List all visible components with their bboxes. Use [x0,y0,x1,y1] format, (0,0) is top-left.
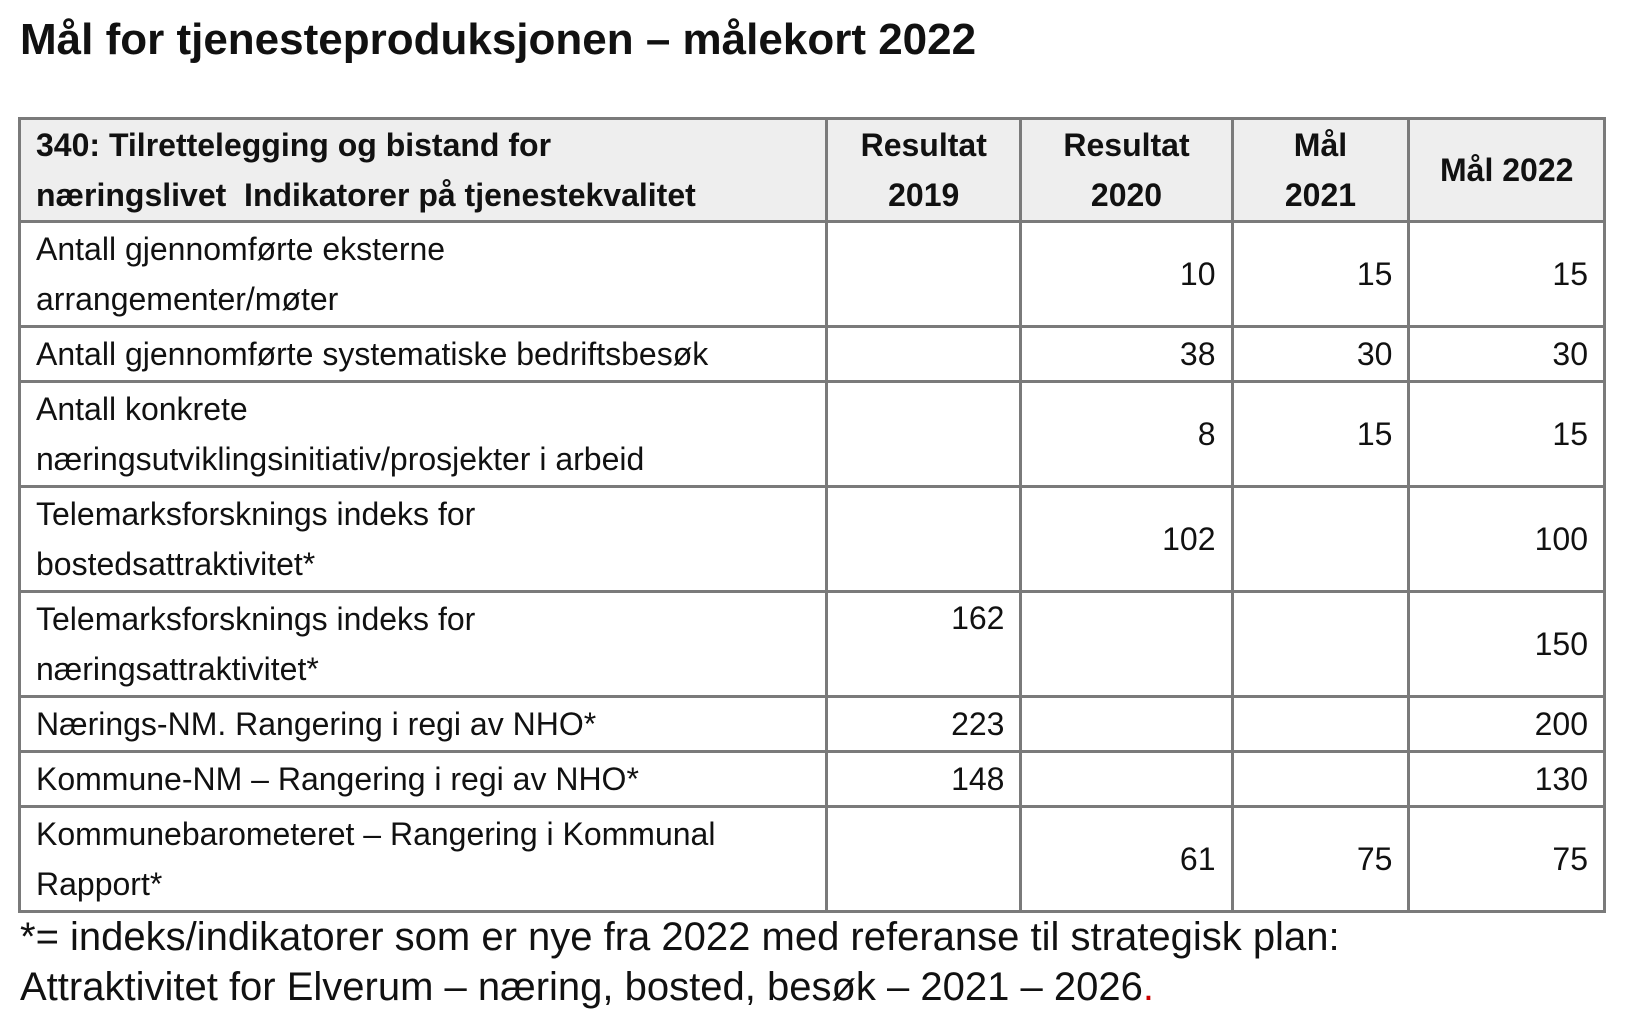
scorecard-table [18,117,1606,913]
row-label [20,807,827,912]
table-row [20,327,1605,382]
row-label [20,487,827,592]
cell-goal-2022: 130 [1409,752,1605,807]
header-result-2020-line1: Resultat [1063,127,1190,163]
cell-result-2020 [1021,752,1232,807]
cell-result-2020 [1021,697,1232,752]
page-title: Mål for tjenesteproduksjonen – målekort 2022 [20,15,977,64]
cell-goal-2021: 30 [1232,327,1409,382]
cell-goal-2022: 15 [1409,222,1605,327]
cell-result-2020: 102 [1021,487,1232,592]
row-label-line1: Telemarksforsknings indeks for [36,601,476,637]
row-label-line2: næringsutviklingsinitiativ/prosjekter i arbeid [36,441,645,477]
header-goal-2021-line1: Mål [1293,127,1348,163]
cell-goal-2021: 75 [1232,807,1409,912]
footnote-line2: Attraktivitet for Elverum – næring, bosted, besøk – 2021 – 2026 [20,965,1143,1009]
cell-result-2019: 162 [826,592,1021,697]
footnote-line1: *= indeks/indikatorer som er nye fra 2022 med referanse til strategisk plan: [20,915,1340,959]
row-label [20,327,827,382]
footnote-trailing-dot: . [1142,965,1154,1009]
table-row [20,222,1605,327]
footnote [20,912,1340,1012]
header-result-2020 [1021,119,1232,222]
table-row [20,752,1605,807]
row-label-line2: Rapport* [36,866,163,902]
cell-goal-2021 [1232,487,1409,592]
header-goal-2021-line2: 2021 [1284,177,1357,213]
cell-result-2019 [826,327,1021,382]
cell-goal-2022: 200 [1409,697,1605,752]
row-label-line2: arrangementer/møter [36,281,339,317]
cell-goal-2021 [1232,752,1409,807]
header-indicator-line2: næringslivet Indikatorer på tjenestekvalitet [36,177,696,213]
cell-result-2020 [1021,592,1232,697]
row-label-line2: næringsattraktivitet* [36,651,319,687]
header-indicator-line1: 340: Tilrettelegging og bistand for [36,127,552,163]
cell-result-2020: 8 [1021,382,1232,487]
row-label [20,222,827,327]
table-row [20,697,1605,752]
header-goal-2021 [1232,119,1409,222]
header-result-2020-line2: 2020 [1090,177,1163,213]
cell-goal-2022: 75 [1409,807,1605,912]
cell-result-2019 [826,382,1021,487]
row-label [20,592,827,697]
cell-goal-2021: 15 [1232,382,1409,487]
row-label [20,382,827,487]
header-result-2019 [826,119,1021,222]
header-indicator [20,119,827,222]
row-label-line1: Antall gjennomførte eksterne [36,231,446,267]
row-label [20,697,827,752]
table-row [20,592,1605,697]
cell-result-2020: 61 [1021,807,1232,912]
cell-result-2019 [826,222,1021,327]
cell-goal-2022: 30 [1409,327,1605,382]
cell-result-2020: 10 [1021,222,1232,327]
scorecard-table-container [18,117,1606,913]
row-label-line1: Telemarksforsknings indeks for [36,496,476,532]
cell-result-2020: 38 [1021,327,1232,382]
cell-goal-2022: 100 [1409,487,1605,592]
row-label-line1: Antall konkrete [36,391,248,427]
row-label-line1: Kommune-NM – Rangering i regi av NHO* [36,761,639,797]
table-row [20,807,1605,912]
header-result-2019-line2: 2019 [888,177,960,213]
row-label-line1: Kommunebarometeret – Rangering i Kommunal [36,816,716,852]
row-label [20,752,827,807]
cell-goal-2021 [1232,592,1409,697]
cell-result-2019 [826,487,1021,592]
cell-goal-2021 [1232,697,1409,752]
cell-goal-2022: 15 [1409,382,1605,487]
cell-goal-2022: 150 [1409,592,1605,697]
row-label-line2: bostedsattraktivitet* [36,546,316,582]
table-row [20,487,1605,592]
header-result-2019-line1: Resultat [860,127,987,163]
table-header-row [20,119,1605,222]
header-goal-2022: Mål 2022 [1409,119,1605,222]
cell-result-2019: 223 [826,697,1021,752]
cell-goal-2021: 15 [1232,222,1409,327]
table-row [20,382,1605,487]
row-label-line1: Nærings-NM. Rangering i regi av NHO* [36,706,597,742]
row-label-line1: Antall gjennomførte systematiske bedriftsbesøk [36,336,709,372]
cell-result-2019: 148 [826,752,1021,807]
cell-result-2019 [826,807,1021,912]
